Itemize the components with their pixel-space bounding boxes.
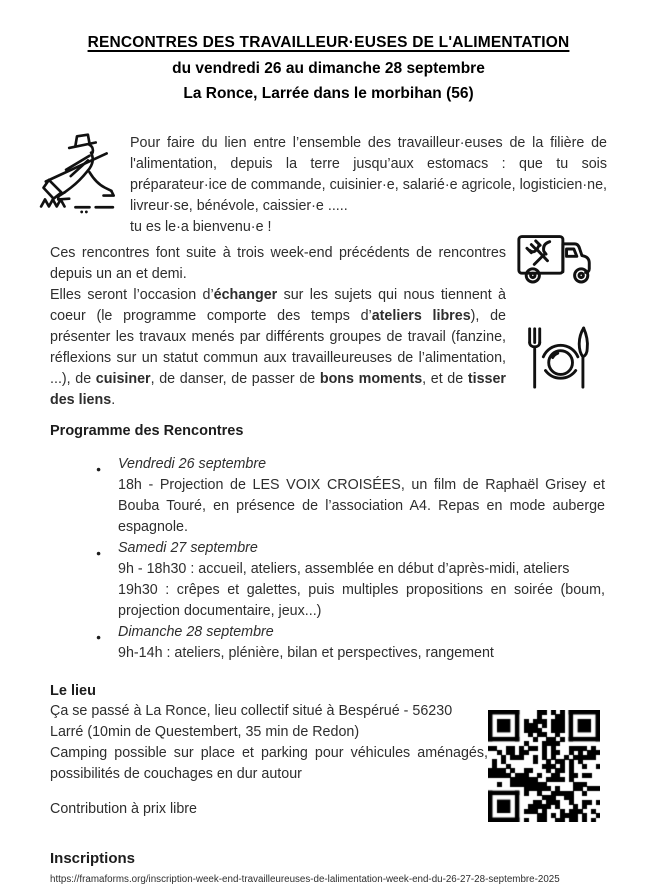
farmer-scythe-icon [38,133,118,238]
day-detail: 9h - 18h30 : accueil, ateliers, assemblée en début d’après-midi, ateliers [118,561,570,577]
venue-heading: Le lieu [50,683,96,699]
about-section [50,243,607,411]
date-line: du vendredi 26 au dimanche 28 septembre [172,60,485,77]
program-list [50,454,605,664]
qr-column [488,681,610,822]
contribution-note: Contribution à prix libre [50,801,198,817]
about-paragraph-2: Elles seront l’occasion d’échanger sur les sujets qui nous tiennent à coeur (le programme comporte des temps d’ateliers libres), de présenter les travaux menés par différents groupes de travail (fanzine, réflexions sur un statut commun aux travailleureuses de l’alimentation, ...), de cuisiner, de danser, de passer de bons moments, et de tisser des liens. [50,287,507,408]
program-day-friday [118,454,605,538]
about-paragraph-1: Ces rencontres font suite à trois week-end précédents de rencontres depuis un an et demi. [50,245,506,282]
day-title: ● Vendredi 26 septembre [118,456,267,472]
qr-code [488,710,600,822]
day-title: ● Dimanche 28 septembre [118,624,274,640]
day-detail: 18h - Projection de LES VOIX CROISÉES, un film de Raphaël Grisey et Bouba Touré, en présence de l’association A4. Repas en mode auberge espagnole. [118,477,605,535]
about-text [50,243,506,411]
venue-line-address: Ça se passé à La Ronce, lieu collectif situé à Bespérué - 56230 Larré (10min de Questembert, 35 min de Redon) [50,703,453,740]
header [50,33,607,104]
venue-line-camping: Camping possible sur place et parking pour véhicules aménagés, possibilités de couchages en dur autour [50,745,488,782]
program-day-sunday [118,622,605,664]
intro-paragraph: Pour faire du lien entre l’ensemble des travailleur·euses de la filière de l'alimentation, depuis la terre jusqu’aux estomacs : que tu sois préparateur·ice de commande, cuisinier·e, salarié·e agricole, logisticien·ne, livreur·se, bénévole, caissier·e ..... [130,135,607,214]
location-line: La Ronce, Larrée dans le morbihan (56) [183,85,474,102]
program-section [50,421,607,664]
page-title: RENCONTRES DES TRAVAILLEUR·EUSES DE L'ALIMENTATION [87,34,570,51]
venue-text [50,681,488,822]
day-detail: 9h-14h : ateliers, plénière, bilan et perspectives, rangement [118,645,494,661]
program-heading: Programme des Rencontres [50,423,244,439]
day-detail: 19h30 : crêpes et galettes, puis multiples propositions en soirée (boum, projection documentaire, jeux...) [118,582,605,619]
inscriptions-heading: Inscriptions [50,850,136,867]
about-icons [506,243,607,411]
venue-section [50,681,607,822]
food-truck-icon [513,243,601,290]
intro-text [130,133,607,238]
day-title: ● Samedi 27 septembre [118,540,258,556]
inscription-url[interactable]: https://framaforms.org/inscription-week-end-travailleureuses-de-lalimentation-week-end-du-26-27-28-septembre-2025 [50,874,560,885]
welcome-line: tu es le·a bienvenu·e ! [130,219,272,235]
plate-cutlery-icon [520,290,594,395]
registration-section [50,849,607,885]
intro-section [50,133,607,238]
program-day-saturday [118,538,605,622]
